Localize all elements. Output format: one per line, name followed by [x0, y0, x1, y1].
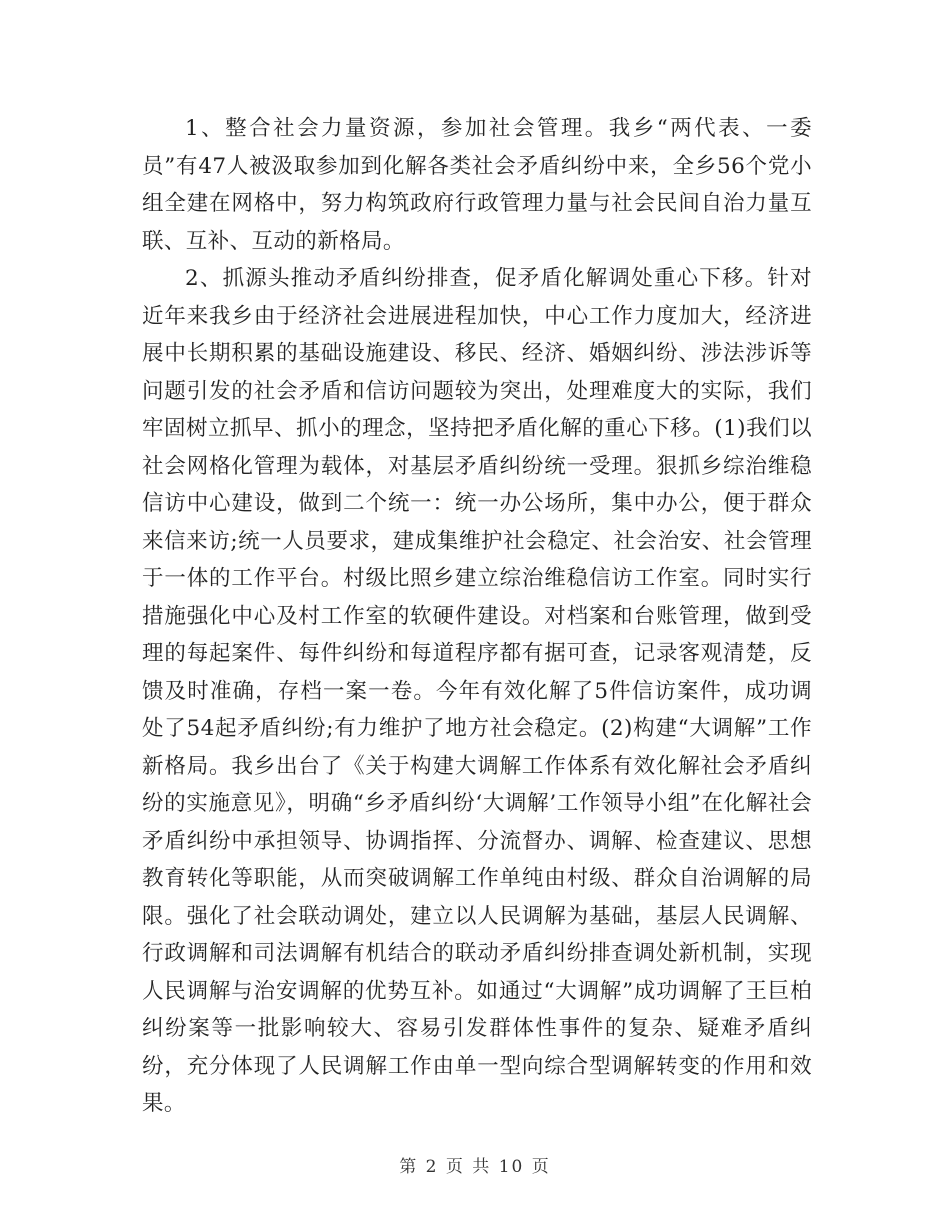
paragraph-2: 2、抓源头推动矛盾纠纷排查，促矛盾化解调处重心下移。针对近年来我乡由于经济社会进展进程加快，中心工作力度加大，经济进展中长期积累的基础设施建设、移民、经济、婚姻纠纷、涉法涉诉等问题引发的社会矛盾和信访问题较为突出，处理难度大的实际，我们牢固树立抓早、抓小的理念，坚持把矛盾化解的重心下移。(1)我们以社会网格化管理为载体，对基层矛盾纠纷统一受理。狠抓乡综治维稳信访中心建设，做到二个统一：统一办公场所，集中办公，便于群众来信来访;统一人员要求，建成集维护社会稳定、社会治安、社会管理于一体的工作平台。村级比照乡建立综治维稳信访工作室。同时实行措施强化中心及村工作室的软硬件建设。对档案和台账管理，做到受理的每起案件、每件纠纷和每道程序都有据可查，记录客观清楚，反馈及时准确，存档一案一卷。今年有效化解了5件信访案件，成功调处了54起矛盾纠纷;有力维护了地方社会稳定。(2)构建“大调解”工作新格局。我乡出台了《关于构建大调解工作体系有效化解社会矛盾纠纷的实施意见》，明确“乡矛盾纠纷‘大调解’工作领导小组”在化解社会矛盾纠纷中承担领导、协调指挥、分流督办、调解、检查建议、思想教育转化等职能，从而突破调解工作单纯由村级、群众自治调解的局限。强化了社会联动调处，建立以人民调解为基础，基层人民调解、行政调解和司法调解有机结合的联动矛盾纠纷排查调处新机制，实现人民调解与治安调解的优势互补。如通过“大调解”成功调解了王巨柏纠纷案等一批影响较大、容易引发群体性事件的复杂、疑难矛盾纠纷，充分体现了人民调解工作由单一型向综合型调解转变的作用和效果。	[142, 266, 812, 1116]
document-body	[142, 110, 812, 1123]
page-number-footer: 第 2 页 共 10 页	[399, 1157, 551, 1177]
paragraph-1: 1、整合社会力量资源，参加社会管理。我乡“两代表、一委员”有47人被汲取参加到化解各类社会矛盾纠纷中来，全乡56个党小组全建在网格中，努力构筑政府行政管理力量与社会民间自治力量互联、互补、互动的新格局。	[142, 116, 812, 254]
